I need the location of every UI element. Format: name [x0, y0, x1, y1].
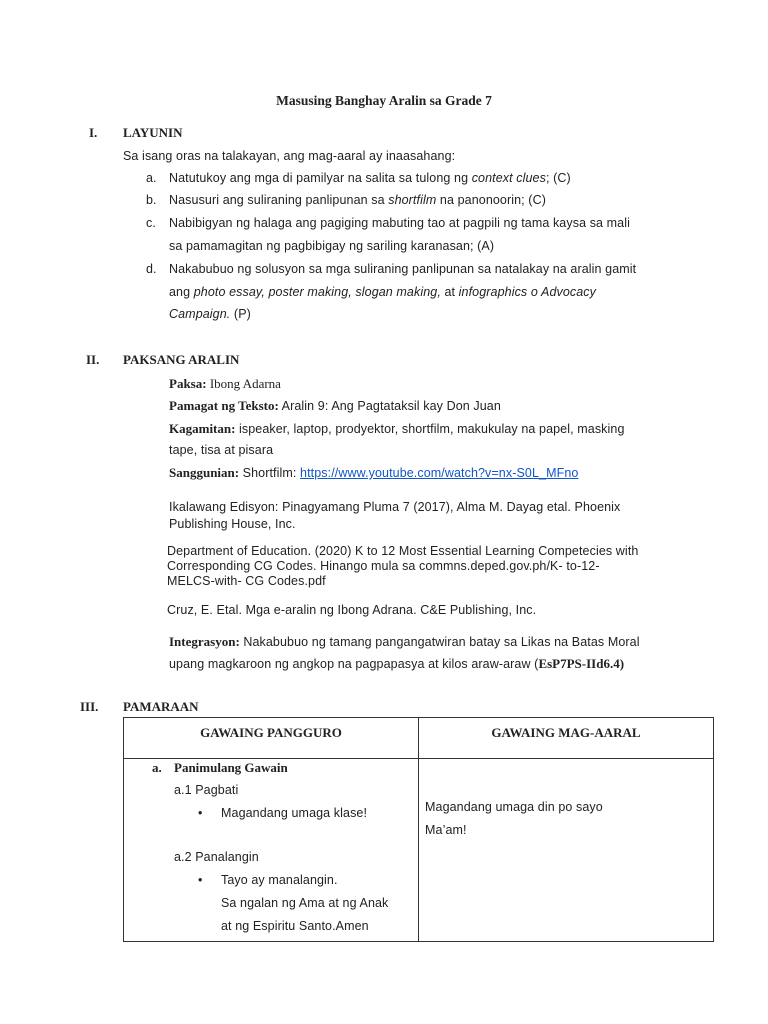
student-response-line1: Magandang umaga din po sayo: [425, 800, 603, 814]
objective-d-line3: Campaign. (P): [169, 307, 251, 321]
reference-2-line2: Corresponding CG Codes. Hinango mula sa commns.deped.gov.ph/K- to-12-: [167, 559, 600, 573]
bullet: •: [198, 873, 203, 887]
procedure-table: [123, 717, 714, 942]
objective-b: Nasusuri ang suliraning panlipunan sa shortfilm na panonoorin; (C): [169, 193, 546, 207]
part-title: Panimulang Gawain: [174, 760, 288, 775]
section-2-heading: PAKSANG ARALIN: [123, 352, 240, 367]
prayer-label: a.2 Panalangin: [174, 850, 259, 864]
objective-letter: c.: [146, 216, 156, 230]
objective-c-line2: sa pamamagitan ng pagbibigay ng sariling karanasan; (A): [169, 239, 495, 253]
prayer-line1: Tayo ay manalangin.: [221, 873, 338, 887]
objective-letter: a.: [146, 171, 157, 185]
sanggunian-link[interactable]: https://www.youtube.com/watch?v=nx-S0L_MFno: [300, 466, 579, 480]
reference-2-line1: Department of Education. (2020) K to 12 Most Essential Learning Competecies with: [167, 544, 639, 558]
objective-letter: b.: [146, 193, 157, 207]
section-3-number: III.: [80, 699, 99, 714]
section-1-intro: Sa isang oras na talakayan, ang mag-aaral ay inaasahang:: [123, 149, 456, 163]
integrasyon-line1: Integrasyon: Nakabubuo ng tamang pangangatwiran batay sa Likas na Batas Moral: [169, 634, 640, 649]
reference-3: Cruz, E. Etal. Mga e-aralin ng Ibong Adrana. C&E Publishing, Inc.: [167, 603, 537, 617]
section-1-heading: LAYUNIN: [123, 125, 183, 140]
teacher-cell: [124, 759, 419, 942]
objective-a: Natutukoy ang mga di pamilyar na salita sa tulong ng context clues; (C): [169, 171, 571, 185]
objective-d-line2: ang photo essay, poster making, slogan making, at infographics o Advocacy: [169, 285, 596, 299]
student-cell: [419, 759, 714, 942]
sanggunian-line: Sanggunian: Shortfilm: https://www.youtube.com/watch?v=nx-S0L_MFno: [169, 465, 579, 480]
bullet: •: [198, 806, 203, 820]
reference-1-line2: Publishing House, Inc.: [169, 517, 296, 531]
greeting-text: Magandang umaga klase!: [221, 806, 368, 820]
greeting-label: a.1 Pagbati: [174, 783, 239, 797]
paksa-line: Paksa: Ibong Adarna: [169, 376, 281, 391]
section-1-number: I.: [89, 125, 98, 140]
reference-1-line1: Ikalawang Edisyon: Pinagyamang Pluma 7 (2017), Alma M. Dayag etal. Phoenix: [169, 500, 621, 514]
kagamitan-line: Kagamitan: ispeaker, laptop, prodyektor, shortfilm, makukulay na papel, masking: [169, 421, 625, 436]
integrasyon-line2: upang magkaroon ng angkop na pagpapasya at kilos araw-araw (EsP7PS-IId6.4): [169, 656, 625, 671]
kagamitan-line2: tape, tisa at pisara: [169, 443, 274, 457]
section-3-heading: PAMARAAN: [123, 699, 199, 714]
prayer-line2: Sa ngalan ng Ama at ng Anak: [221, 896, 389, 910]
objective-c-line1: Nabibigyan ng halaga ang pagiging mabuting tao at pagpili ng tama kaysa sa mali: [169, 216, 630, 230]
student-response-line2: Ma’am!: [425, 823, 467, 837]
table-header-teacher: GAWAING PANGGURO: [124, 718, 419, 759]
prayer-line3: at ng Espiritu Santo.Amen: [221, 919, 369, 933]
pamagat-line: Pamagat ng Teksto: Aralin 9: Ang Pagtataksil kay Don Juan: [169, 398, 501, 413]
objective-d-line1: Nakabubuo ng solusyon sa mga suliraning panlipunan sa natalakay na aralin gamit: [169, 262, 637, 276]
reference-2-line3: MELCS-with- CG Codes.pdf: [167, 574, 326, 588]
table-header-student: GAWAING MAG-AARAL: [419, 718, 714, 759]
objective-letter: d.: [146, 262, 157, 276]
section-2-number: II.: [86, 352, 100, 367]
page-title: Masusing Banghay Aralin sa Grade 7: [276, 93, 492, 108]
part-letter: a.: [152, 760, 162, 775]
